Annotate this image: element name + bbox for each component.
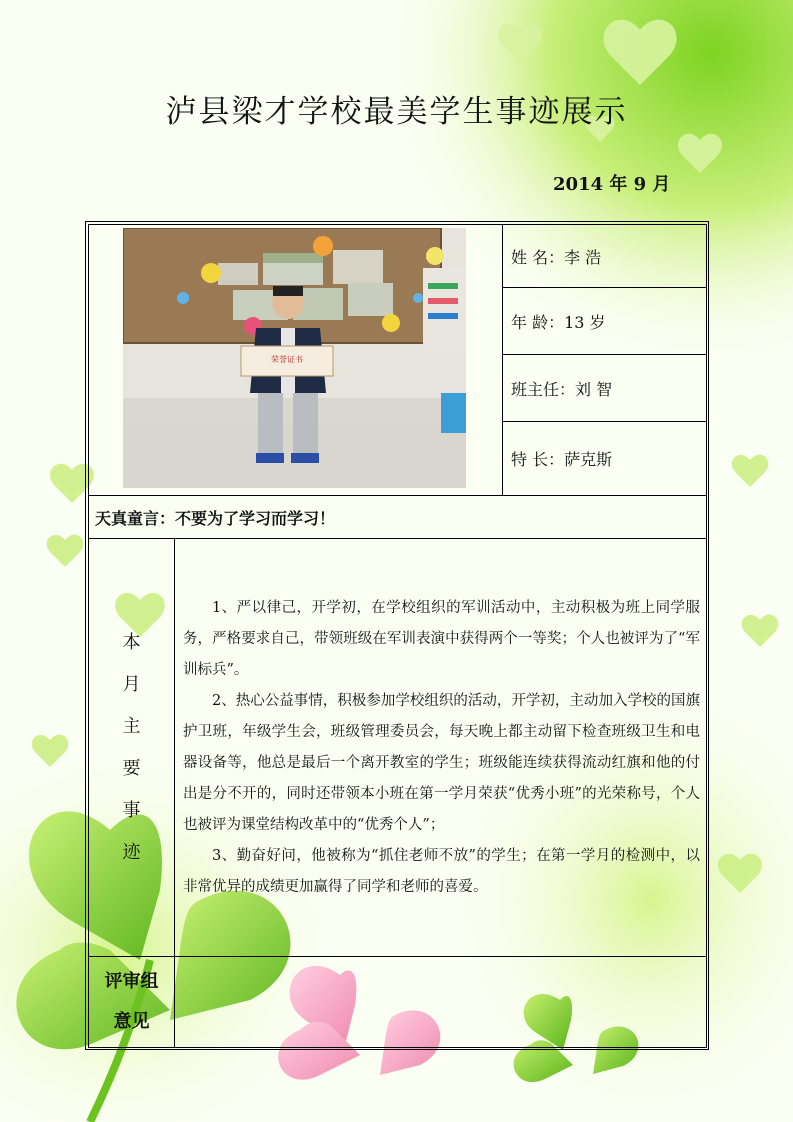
deed-paragraph: 1、严以律己，开学初，在学校组织的军训活动中，主动积极为班上同学服务，严格要求自己，带领班级在军训表演中获得两个一等奖；个人也被评为了“军训标兵”。: [183, 599, 700, 678]
deeds-label-char: 月: [122, 673, 141, 695]
age-value: 13 岁: [564, 312, 606, 332]
page-title: 泸县梁才学校最美学生事迹展示: [165, 94, 628, 130]
name-label: 姓 名：: [511, 247, 565, 267]
review-label-line2: 意见: [113, 1011, 150, 1032]
deed-paragraph: 2、热心公益事情，积极参加学校组织的活动，开学初，主动加入学校的国旗护卫班，年级学生会，班级管理委员会，每天晚上都主动留下检查班级卫生和电器设备等，他总是最后一个离开教室的学生；班级能连续获得流动红旗和他的付出是分不开的，同时还带领本小班在第一学月荣获“优秀小班”的光荣称号，个人也被评为课堂结构改革中的“优秀个人”；: [183, 692, 700, 833]
review-label: [89, 957, 175, 1048]
date-label: 2014 年 9 月: [553, 174, 671, 195]
deeds-content: [175, 539, 707, 957]
skill-value: 萨克斯: [564, 450, 613, 469]
deeds-label-char: 迹: [122, 841, 141, 863]
deeds-label-char: 主: [122, 715, 141, 737]
deeds-label: [89, 539, 175, 957]
deeds-label-char: 要: [122, 757, 141, 779]
skill-row: [503, 422, 707, 496]
skill-label: 特 长：: [511, 450, 565, 469]
teacher-label: 班主任：: [511, 379, 576, 399]
certificate-text: 荣誉证书: [271, 355, 303, 364]
deeds-label-char: 事: [122, 799, 141, 821]
teacher-value: 刘 智: [575, 379, 613, 399]
review-content: [175, 957, 707, 1048]
review-label-line1: 评审组: [104, 971, 159, 992]
age-row: [503, 288, 707, 355]
name-value: 李 浩: [564, 247, 602, 267]
name-row: [503, 225, 707, 288]
quote-row: 天真童言：不要为了学习而学习！: [89, 496, 707, 539]
profile-table: [88, 224, 707, 1048]
deeds-label-char: 本: [122, 631, 141, 653]
student-photo: [123, 228, 466, 488]
photo-cell: [89, 225, 503, 496]
deed-paragraph: 3、勤奋好问，他被称为“抓住老师不放”的学生；在第一学月的检测中，以非常优异的成绩更加赢得了同学和老师的喜爱。: [183, 847, 700, 895]
teacher-row: [503, 355, 707, 422]
age-label: 年 龄：: [511, 312, 565, 332]
